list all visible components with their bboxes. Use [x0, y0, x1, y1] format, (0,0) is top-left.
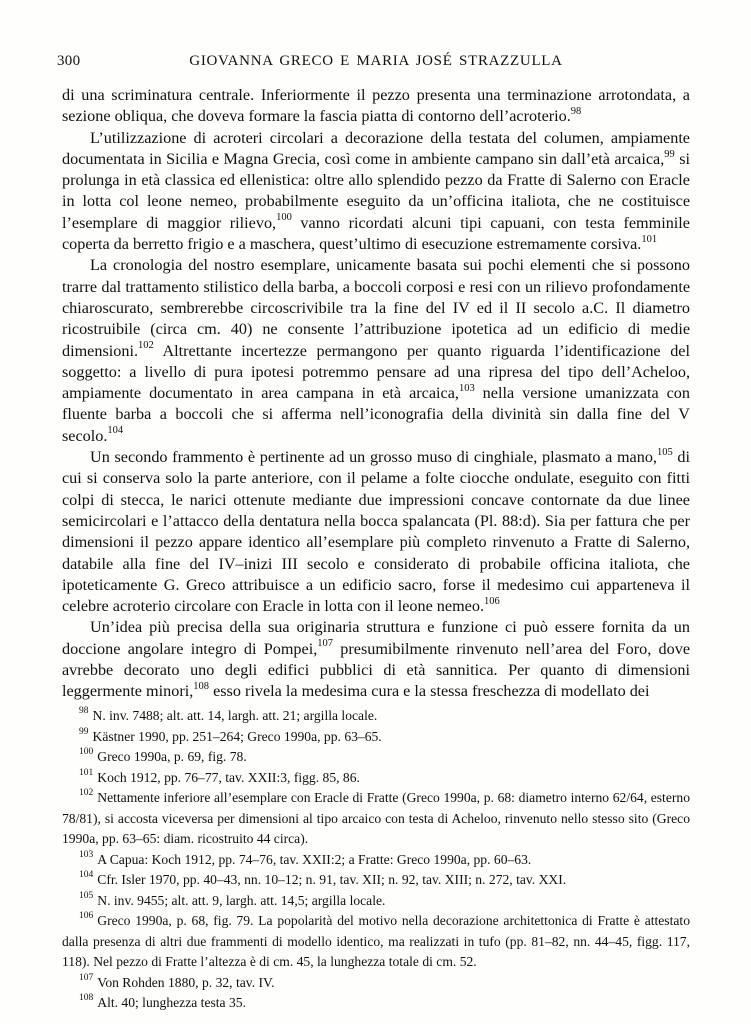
footnote-number: 101 — [79, 767, 94, 778]
footnote-ref: 99 — [664, 148, 675, 160]
footnote-ref: 105 — [656, 446, 673, 458]
footnote: $^{98}$ N. inv. 7488; alt. att. 14, largh. att. 21; argilla locale. — [79, 706, 378, 723]
footnote: $^{106}$ Greco 1990a, p. 68, fig. 79. La popolarità del motivo nella decorazione architettonica di Fratte è attestato dalla presenza di altri due frammenti di modello identico, ma realizzati in tufo (pp. 81–82, nn. 44–45, figg. 117, 118). Nel pezzo di Fratte l’altezza è di cm. 45, la lunghezza totale di cm. 52. — [62, 911, 690, 969]
footnote: $^{103}$ A Capua: Koch 1912, pp. 74–76, tav. XXII:2; a Fratte: Greco 1990a, pp. 60–63. — [79, 849, 532, 867]
footnote: $^{108}$ Alt. 40; lunghezza testa 35. — [79, 993, 246, 1010]
footnote: $^{107}$ Von Rohden 1880, p. 32, tav. IV. — [79, 972, 275, 990]
footnote-number: 108 — [79, 993, 94, 1004]
footnote-ref: 100 — [276, 212, 292, 224]
footnote-number: 105 — [79, 890, 94, 901]
page-number: 300 — [57, 53, 81, 69]
footnote: $^{102}$ Nettamente inferiore all’esemplare con Eracle di Fratte (Greco 1990a, p. 68: diametro interno 62/64, esterno 78/81), si accosta viceversa per dimensioni al tipo arcaico con testa di Acheloo, rinvenuto nello stesso sito (Greco 1990a, pp. 63–65: diam. ricostruito 44 circa). — [62, 788, 690, 846]
footnote-number: 107 — [79, 972, 94, 983]
footnote: $^{99}$ Kästner 1990, pp. 251–264; Greco 1990a, pp. 63–65. — [79, 726, 382, 744]
footnote-number: 100 — [79, 747, 94, 758]
footnote-ref: 103 — [458, 382, 475, 394]
paragraph: La cronologia del nostro esemplare, unicamente basata sui pochi elementi che si possono trarre dal trattamento stilistico della barba, a boccoli corposi e resi con un rilievo profondamente chiaroscurato, sembrerebbe circoscrivibile tra la fine del IV ed il II secolo a.C. Il diametro ricostruibile (circa cm. 40) ne consente l’attribuzione ipotetica ad un edificio di medie dimensioni.$^{102}$ Altrettante incertezze permangono per quanto riguarda l’identificazione del soggetto: a livello di pura ipotesi potremmo pensare ad una ripresa del tipo dell’Acheloo, ampiamente documentato in area campana in età arcaica,$^{103}$ nella versione umanizzata con fluente barba a boccoli che si afferma nell’iconografia della divinità sin dalla fine del V secolo.$^{104}$ — [62, 256, 690, 445]
page-header — [57, 53, 690, 73]
running-header: GIOVANNA GRECO E MARIA JOSÉ STRAZZULLA — [189, 53, 563, 69]
footnote-ref: 107 — [317, 638, 333, 650]
footnote: $^{105}$ N. inv. 9455; alt. att. 9, largh. att. 14,5; argilla locale. — [79, 890, 386, 908]
footnote-ref: 104 — [107, 425, 124, 437]
footnotes — [62, 706, 690, 1014]
paragraph: Un’idea più precisa della sua originaria struttura e funzione ci può essere fornita da un doccione angolare integro di Pompei,$^{107}$ presumibilmente rinvenuto nell’area del Foro, dove avrebbe decorato uno degli edifici pubblici di età sannitica. Per quanto di dimensioni leggermente minori,$^{108}$ esso rivela la medesima cura e la stessa freschezza di modellato dei — [62, 618, 691, 701]
paragraph: L’utilizzazione di acroteri circolari a decorazione della testata del columen, ampiamente documentata in Sicilia e Magna Grecia, così come in ambiente campano sin dall’età arcaica,$^{99}$ si prolunga in età classica ed ellenistica: oltre allo splendido pezzo da Fratte di Salerno con Eracle in lotta col leone nemeo, probabilmente eseguito da un’officina italiota, che ne costituisce l’esemplare di maggior rilievo,$^{100}$ vanno ricordati alcuni tipi capuani, con testa femminile coperta da berretto frigio e a maschera, quest’ultimo di esecuzione estremamente corsiva.$^{101}$ — [62, 128, 690, 254]
footnote: $^{104}$ Cfr. Isler 1970, pp. 40–43, nn. 10–12; n. 91, tav. XII; n. 92, tav. XIII; n. 272, tav. XXI. — [79, 870, 567, 887]
footnote-ref: 108 — [193, 680, 210, 692]
footnote-ref: 98 — [570, 105, 582, 117]
footnote-number: 104 — [79, 870, 94, 881]
footnote-number: 98 — [79, 706, 89, 717]
paragraph: Un secondo frammento è pertinente ad un grosso muso di cinghiale, plasmato a mano,$^{105}$ di cui si conserva solo la parte anteriore, con il pelame a folte ciocche ondulate, eseguito con fitti colpi di stecca, le narici ottenute mediante due impressioni concave contornate da due linee semicircolari e l’attacco della dentatura nella bocca spalancata (Pl. 88:d). Sia per fattura che per dimensioni il pezzo appare identico all’esemplare più completo rinvenuto a Fratte di Salerno, databile alla fine del IV–inizi III secolo e considerato di probabile officina italiota, che ipoteticamente G. Greco attribuisce a un edificio sacro, forse il medesimo cui apparteneva il celebre acroterio circolare con Eracle in lotta con il leone nemeo.$^{106}$ — [62, 446, 691, 616]
footnote-number: 99 — [79, 726, 89, 737]
body-text — [62, 85, 690, 703]
footnote: $^{100}$ Greco 1990a, p. 69, fig. 78. — [79, 747, 247, 764]
footnote-number: 102 — [79, 788, 94, 799]
footnote-number: 106 — [79, 911, 94, 922]
paragraph: di una scriminatura centrale. Inferiormente il pezzo presenta una terminazione arrotondata, a sezione obliqua, che doveva formare la fascia piatta di contorno dell’acroterio.$^{98}$ — [62, 86, 690, 126]
footnote-ref: 106 — [484, 595, 500, 607]
footnote-ref: 101 — [641, 233, 658, 245]
footnote-ref: 102 — [138, 340, 154, 352]
footnote: $^{101}$ Koch 1912, pp. 76–77, tav. XXII:3, figg. 85, 86. — [79, 767, 360, 785]
footnote-number: 103 — [79, 849, 94, 860]
